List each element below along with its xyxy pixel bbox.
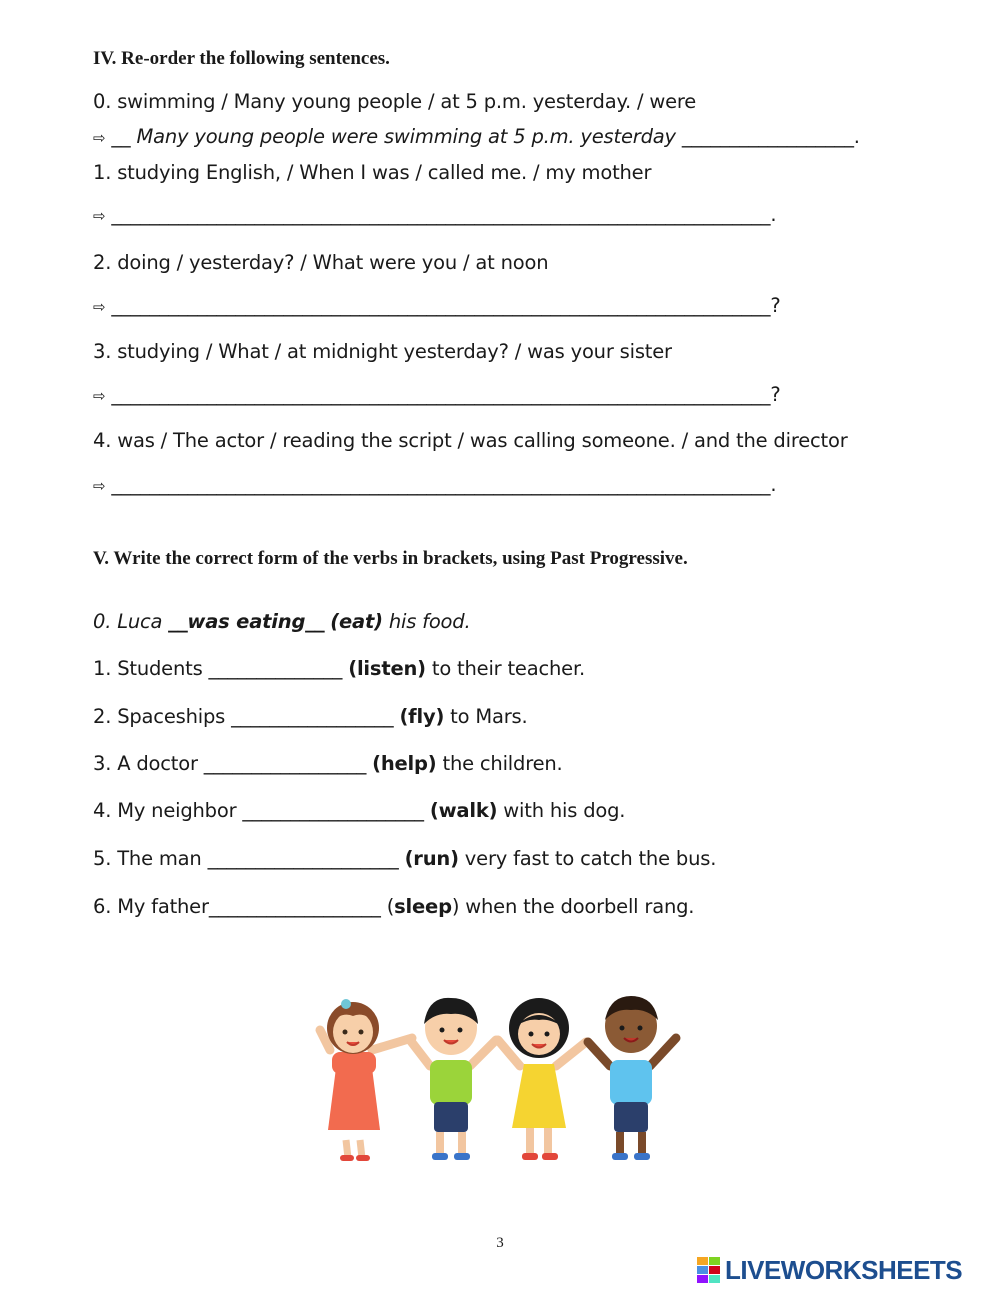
kids-holding-hands-illustration xyxy=(310,990,690,1170)
reorder-prompt-0: 0. swimming / Many young people / at 5 p.m. yesterday. / were xyxy=(93,90,697,113)
arrow-icon: ⇨ xyxy=(93,207,106,225)
girl-orange-dress xyxy=(320,999,412,1161)
item-text: to their teacher. xyxy=(425,657,585,680)
verb-hint: (walk) xyxy=(429,799,498,822)
verb-item-3 xyxy=(93,752,563,775)
example-verb-answer: __was eating__ xyxy=(168,610,325,633)
boy-green-shirt xyxy=(410,998,496,1160)
item-text: when the doorbell rang. xyxy=(459,895,695,918)
verb-item-0 xyxy=(93,610,470,633)
reorder-answer-2[interactable] xyxy=(93,294,780,317)
section-4-heading: IV. Re-order the following sentences. xyxy=(93,48,390,69)
verb-bracket-close: ) xyxy=(451,895,460,918)
verb-item-5 xyxy=(93,847,716,870)
answer-suffix: __________________. xyxy=(675,125,860,148)
reorder-prompt-4: 4. was / The actor / reading the script / was calling someone. / and the director xyxy=(93,429,848,452)
section-5-heading: V. Write the correct form of the verbs in brackets, using Past Progressive. xyxy=(93,548,688,569)
verb-blank[interactable]: __________________ xyxy=(208,895,381,918)
verb-blank[interactable]: ______________ xyxy=(208,657,343,680)
item-text: 0. Luca xyxy=(93,610,169,633)
reorder-prompt-2: 2. doing / yesterday? / What were you / at noon xyxy=(93,251,549,274)
page-number: 3 xyxy=(496,1235,504,1251)
reorder-answer-3[interactable] xyxy=(93,383,780,406)
reorder-answer-4[interactable] xyxy=(93,473,776,496)
liveworksheets-logo[interactable] xyxy=(697,1253,962,1287)
liveworksheets-logo-icon xyxy=(697,1257,721,1283)
answer-blank[interactable]: _____________________________________________________________________? xyxy=(111,383,781,406)
item-text: 3. A doctor xyxy=(93,752,204,775)
arrow-icon: ⇨ xyxy=(93,387,106,405)
item-text: 2. Spaceships xyxy=(93,705,232,728)
verb-blank[interactable]: ___________________ xyxy=(242,799,424,822)
answer-blank[interactable]: _____________________________________________________________________. xyxy=(111,473,777,496)
verb-blank[interactable]: _________________ xyxy=(203,752,367,775)
answer-prefix: __ xyxy=(111,125,137,148)
reorder-prompt-3: 3. studying / What / at midnight yesterday? / was your sister xyxy=(93,340,672,363)
verb-hint: (run) xyxy=(404,847,459,870)
verb-hint: (help) xyxy=(372,752,437,775)
reorder-prompt-1: 1. studying English, / When I was / called me. / my mother xyxy=(93,161,652,184)
verb-hint: (listen) xyxy=(348,657,426,680)
verb-hint: sleep xyxy=(394,895,452,918)
verb-blank[interactable]: _________________ xyxy=(231,705,394,728)
item-text: with his dog. xyxy=(497,799,626,822)
girl-yellow-dress xyxy=(498,998,586,1160)
verb-blank[interactable]: ____________________ xyxy=(207,847,399,870)
item-text: his food. xyxy=(382,610,471,633)
example-answer: Many young people were swimming at 5 p.m. yesterday xyxy=(136,125,676,148)
verb-hint: (eat) xyxy=(330,610,383,633)
reorder-answer-1[interactable] xyxy=(93,203,776,226)
verb-item-4 xyxy=(93,799,625,822)
verb-hint: (fly) xyxy=(399,705,445,728)
item-text: 6. My father xyxy=(93,895,209,918)
arrow-icon: ⇨ xyxy=(93,477,106,495)
verb-item-2 xyxy=(93,705,528,728)
boy-blue-shirt xyxy=(588,996,676,1160)
verb-bracket-open: ( xyxy=(380,895,395,918)
answer-blank[interactable]: _____________________________________________________________________. xyxy=(111,203,777,226)
answer-blank[interactable]: _____________________________________________________________________? xyxy=(111,294,781,317)
verb-item-6 xyxy=(93,895,694,918)
item-text: the children. xyxy=(436,752,563,775)
logo-text: LIVEWORKSHEETS xyxy=(725,1254,963,1285)
arrow-icon: ⇨ xyxy=(93,298,106,316)
item-text: very fast to catch the bus. xyxy=(458,847,717,870)
item-text: 5. The man xyxy=(93,847,208,870)
arrow-icon: ⇨ xyxy=(93,129,106,147)
item-text: 4. My neighbor xyxy=(93,799,243,822)
item-text: to Mars. xyxy=(444,705,528,728)
reorder-answer-0 xyxy=(93,125,860,148)
item-text: 1. Students xyxy=(93,657,209,680)
verb-item-1 xyxy=(93,657,585,680)
